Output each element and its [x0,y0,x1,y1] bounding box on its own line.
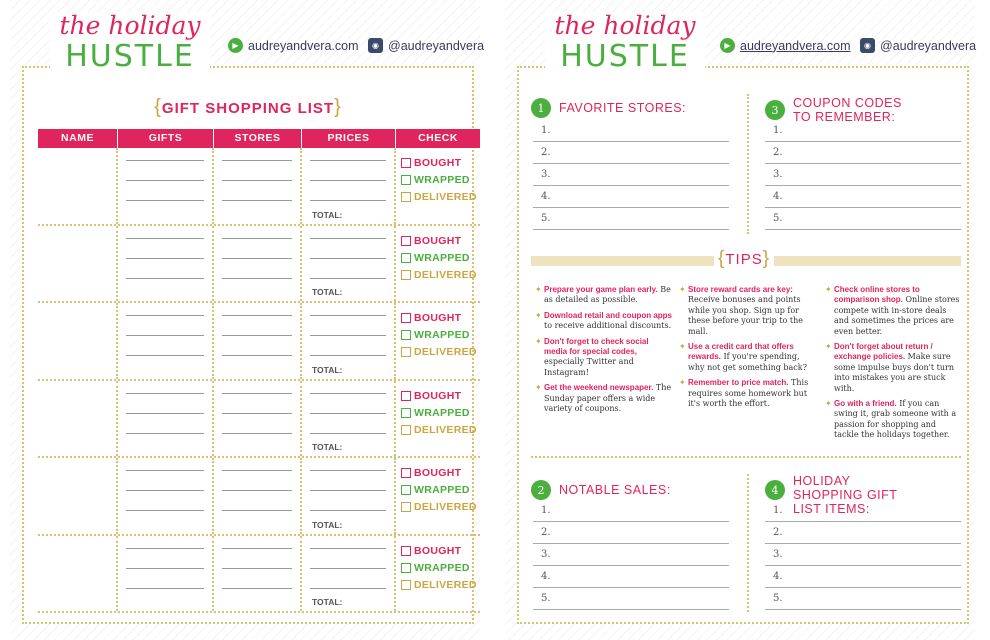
list-line[interactable]: 1. [765,120,961,142]
gift-items-heading: 4 HOLIDAY SHOPPING GIFT LIST ITEMS: [765,474,923,516]
write-line[interactable] [222,335,292,336]
list-line[interactable]: 3. [765,164,961,186]
checkbox[interactable] [401,158,411,168]
check-bought[interactable]: BOUGHT [401,545,480,557]
section-number: 3 [765,100,785,120]
write-line[interactable] [222,413,292,414]
gift-items-list [765,500,961,610]
bullet-icon: ✦ [679,342,686,352]
col-gifts: GIFTS [118,129,214,148]
section-number: 4 [765,480,785,500]
list-line[interactable]: 4. [533,186,729,208]
list-line[interactable]: 4. [765,566,961,588]
table-row [38,381,480,459]
brand-logo: the holiday HUSTLE [50,12,210,82]
write-line[interactable] [126,335,204,336]
write-line[interactable] [310,180,386,181]
checkbox[interactable] [401,485,411,495]
write-line[interactable] [126,393,204,394]
write-line[interactable] [310,238,386,239]
tips-column [679,285,817,414]
name-cell[interactable] [38,148,118,224]
check-wrapped[interactable]: WRAPPED [401,407,480,419]
gifts-cell[interactable] [118,458,214,534]
checkbox[interactable] [401,563,411,573]
write-line[interactable] [310,588,386,589]
prices-cell[interactable] [302,381,396,457]
stores-cell[interactable] [214,303,302,379]
list-line[interactable]: 5. [533,588,729,610]
table-row [38,536,480,614]
divider [747,474,749,612]
tip-item: ✦ Get the weekend newspaper. The Sunday paper offers a wide variety of coupons. [535,383,672,414]
favorite-stores-list [533,120,729,230]
page-frame [22,66,477,624]
checkbox[interactable] [401,580,411,590]
notable-sales-list [533,500,729,610]
favorite-stores-heading: 1 FAVORITE STORES: [531,98,686,118]
write-line[interactable] [310,510,386,511]
write-line[interactable] [126,200,204,201]
name-cell[interactable] [38,458,118,534]
write-line[interactable] [222,393,292,394]
checkbox[interactable] [401,408,411,418]
name-cell[interactable] [38,303,118,379]
checkbox[interactable] [401,425,411,435]
total-label: TOTAL: [312,442,343,452]
play-icon: ▶ [228,38,243,53]
write-line[interactable] [310,258,386,259]
write-line[interactable] [126,258,204,259]
prices-cell[interactable] [302,536,396,612]
col-check: CHECK [418,132,458,144]
check-cell [396,148,480,224]
write-line[interactable] [310,490,386,491]
tips-page [505,0,975,640]
write-line[interactable] [310,413,386,414]
bullet-icon: ✦ [679,378,686,388]
check-cell [396,381,480,457]
list-line[interactable]: 1. [765,500,961,522]
write-line[interactable] [222,588,292,589]
write-line[interactable] [126,160,204,161]
list-line[interactable]: 2. [765,522,961,544]
list-line[interactable]: 5. [765,588,961,610]
check-bought[interactable]: BOUGHT [401,467,480,479]
prices-cell[interactable] [302,458,396,534]
checkbox[interactable] [401,313,411,323]
write-line[interactable] [222,200,292,201]
write-line[interactable] [126,278,204,279]
check-delivered[interactable]: DELIVERED [401,424,480,436]
write-line[interactable] [310,315,386,316]
checkbox[interactable] [401,175,411,185]
check-bought[interactable]: BOUGHT [401,157,480,169]
bullet-icon: ✦ [535,383,542,393]
gifts-cell[interactable] [118,303,214,379]
write-line[interactable] [222,355,292,356]
check-cell [396,536,480,612]
site-link[interactable]: ▶ audreyandvera.com [720,38,850,53]
tip-item: ✦ Prepare your game plan early. Be as detailed as possible. [535,285,671,305]
list-line[interactable]: 5. [765,208,961,230]
write-line[interactable] [222,510,292,511]
page-frame [517,66,969,624]
brand-logo: the holiday HUSTLE [545,12,705,82]
write-line[interactable] [126,568,204,569]
table-row [38,226,480,304]
divider [747,94,749,234]
check-cell [396,458,480,534]
write-line[interactable] [310,335,386,336]
table-row [38,458,480,536]
tip-item: ✦ Don't forget about return / exchange policies. Make sure some impulse buys don't turn into mistakes you are stuck with. [825,342,954,393]
divider [531,456,961,458]
check-wrapped[interactable]: WRAPPED [401,562,480,574]
total-label: TOTAL: [312,209,343,220]
tips-column [825,285,963,446]
checkbox[interactable] [401,192,411,202]
checkbox[interactable] [401,391,411,401]
list-line[interactable]: 4. [765,186,961,208]
tip-item: ✦ Remember to price match. This requires some homework but it's worth the effort. [679,378,809,409]
write-line[interactable] [310,568,386,569]
checkbox[interactable] [401,253,411,263]
gifts-cell[interactable] [118,226,214,302]
write-line[interactable] [126,588,204,589]
check-delivered[interactable]: DELIVERED [401,501,480,513]
list-line[interactable]: 1. [533,500,729,522]
list-line[interactable]: 2. [533,142,729,164]
gift-rows [38,148,480,613]
checkbox[interactable] [401,236,411,246]
col-stores: STORES [214,129,302,148]
write-line[interactable] [126,355,204,356]
check-bought[interactable]: BOUGHT [401,312,480,324]
write-line[interactable] [222,568,292,569]
write-line[interactable] [222,238,292,239]
instagram-icon: ◉ [368,38,383,53]
write-line[interactable] [310,278,386,279]
play-icon: ▶ [720,38,735,53]
bullet-icon: ✦ [535,336,542,346]
col-prices: PRICES [302,129,396,148]
name-cell[interactable] [38,226,118,302]
name-cell[interactable] [38,536,118,612]
write-line[interactable] [126,180,204,181]
checkbox[interactable] [401,270,411,280]
write-line[interactable] [126,490,204,491]
write-line[interactable] [126,510,204,511]
write-line[interactable] [222,180,292,181]
instagram-icon: ◉ [860,38,875,53]
bullet-icon: ✦ [535,310,542,320]
write-line[interactable] [310,433,386,434]
stores-cell[interactable] [214,536,302,612]
list-line[interactable]: 3. [533,164,729,186]
tip-item: ✦ Store reward cards are key: Receive bonuses and points while you shop. Sign up for these before your trip to the mall. [679,285,804,336]
write-line[interactable] [126,315,204,316]
bullet-icon: ✦ [679,285,686,294]
gifts-cell[interactable] [118,381,214,457]
bullet-icon: ✦ [825,342,832,352]
section-number: 1 [531,98,551,118]
check-wrapped[interactable]: WRAPPED [401,484,480,496]
table-row [38,148,480,226]
write-line[interactable] [310,160,386,161]
section-number: 2 [531,480,551,500]
stores-cell[interactable] [214,226,302,302]
tips-column [535,285,673,419]
total-label: TOTAL: [312,597,343,607]
check-delivered[interactable]: DELIVERED [401,269,480,281]
tip-item: ✦ Use a credit card that offers rewards. If you're spending, why not get something back? [679,342,807,372]
prices-cell[interactable] [302,148,396,224]
list-line[interactable]: 3. [533,544,729,566]
total-label: TOTAL: [312,364,343,375]
total-label: TOTAL: [312,519,343,530]
check-wrapped[interactable]: WRAPPED [401,252,480,264]
tip-item: ✦ Download retail and coupon apps to receive additional discounts. [535,310,673,331]
write-line[interactable] [126,548,204,549]
list-line[interactable]: 3. [765,544,961,566]
write-line[interactable] [310,200,386,201]
prices-cell[interactable] [302,226,396,302]
name-cell[interactable] [38,381,118,457]
tip-item: ✦ Go with a friend. If you can swing it, grab someone with a passion for shopping and tackle the holidays together. [825,399,957,440]
write-line[interactable] [222,258,292,259]
tips-title: {TIPS} [714,248,774,270]
write-line[interactable] [222,433,292,434]
checkbox[interactable] [401,468,411,478]
list-line[interactable]: 2. [765,142,961,164]
tip-item: ✦ Don't forget to check social media for special codes, especially Twitter and Instagram! [535,336,649,377]
write-line[interactable] [126,413,204,414]
check-wrapped[interactable]: WRAPPED [401,329,480,341]
write-line[interactable] [126,470,204,471]
check-delivered[interactable]: DELIVERED [401,346,480,358]
prices-cell[interactable] [302,303,396,379]
gifts-cell[interactable] [118,148,214,224]
write-line[interactable] [310,470,386,471]
check-cell [396,226,480,302]
check-bought[interactable]: BOUGHT [401,235,480,247]
write-line[interactable] [310,393,386,394]
checkbox[interactable] [401,330,411,340]
list-line[interactable]: 2. [533,522,729,544]
write-line[interactable] [222,470,292,471]
gifts-cell[interactable] [118,536,214,612]
write-line[interactable] [222,278,292,279]
instagram-link[interactable]: ◉ @audreyandvera [368,38,484,53]
checkbox[interactable] [401,347,411,357]
stores-cell[interactable] [214,381,302,457]
list-line[interactable]: 5. [533,208,729,230]
gift-list-title: {GIFT SHOPPING LIST} [154,96,342,118]
tip-item: ✦ Check online stores to comparison shop. Online stores compete with in-store deals and sometimes the prices are even better. [825,285,960,336]
write-line[interactable] [126,238,204,239]
bullet-icon: ✦ [825,285,832,294]
check-delivered[interactable]: DELIVERED [401,191,480,203]
checkbox[interactable] [401,502,411,512]
write-line[interactable] [310,355,386,356]
write-line[interactable] [222,548,292,549]
write-line[interactable] [222,160,292,161]
write-line[interactable] [126,433,204,434]
check-bought[interactable]: BOUGHT [401,390,480,402]
list-line[interactable]: 4. [533,566,729,588]
list-line[interactable]: 1. [533,120,729,142]
write-line[interactable] [310,548,386,549]
stores-cell[interactable] [214,148,302,224]
stores-cell[interactable] [214,458,302,534]
total-label: TOTAL: [312,287,343,297]
coupon-codes-list [765,120,961,230]
instagram-link[interactable]: ◉ @audreyandvera [860,38,976,53]
check-delivered[interactable]: DELIVERED [401,579,480,591]
checkbox[interactable] [401,546,411,556]
write-line[interactable] [222,315,292,316]
notable-sales-heading: 2 NOTABLE SALES: [531,480,671,500]
table-header [38,129,480,148]
check-cell [396,303,480,379]
site-link[interactable]: ▶ audreyandvera.com [228,38,358,53]
bullet-icon: ✦ [825,399,832,409]
coupon-codes-heading: 3 COUPON CODES TO REMEMBER: [765,96,913,124]
col-name: NAME [38,129,118,148]
check-wrapped[interactable]: WRAPPED [401,174,480,186]
gift-list-page [10,0,485,640]
write-line[interactable] [222,490,292,491]
bullet-icon: ✦ [535,285,542,294]
table-row [38,303,480,381]
